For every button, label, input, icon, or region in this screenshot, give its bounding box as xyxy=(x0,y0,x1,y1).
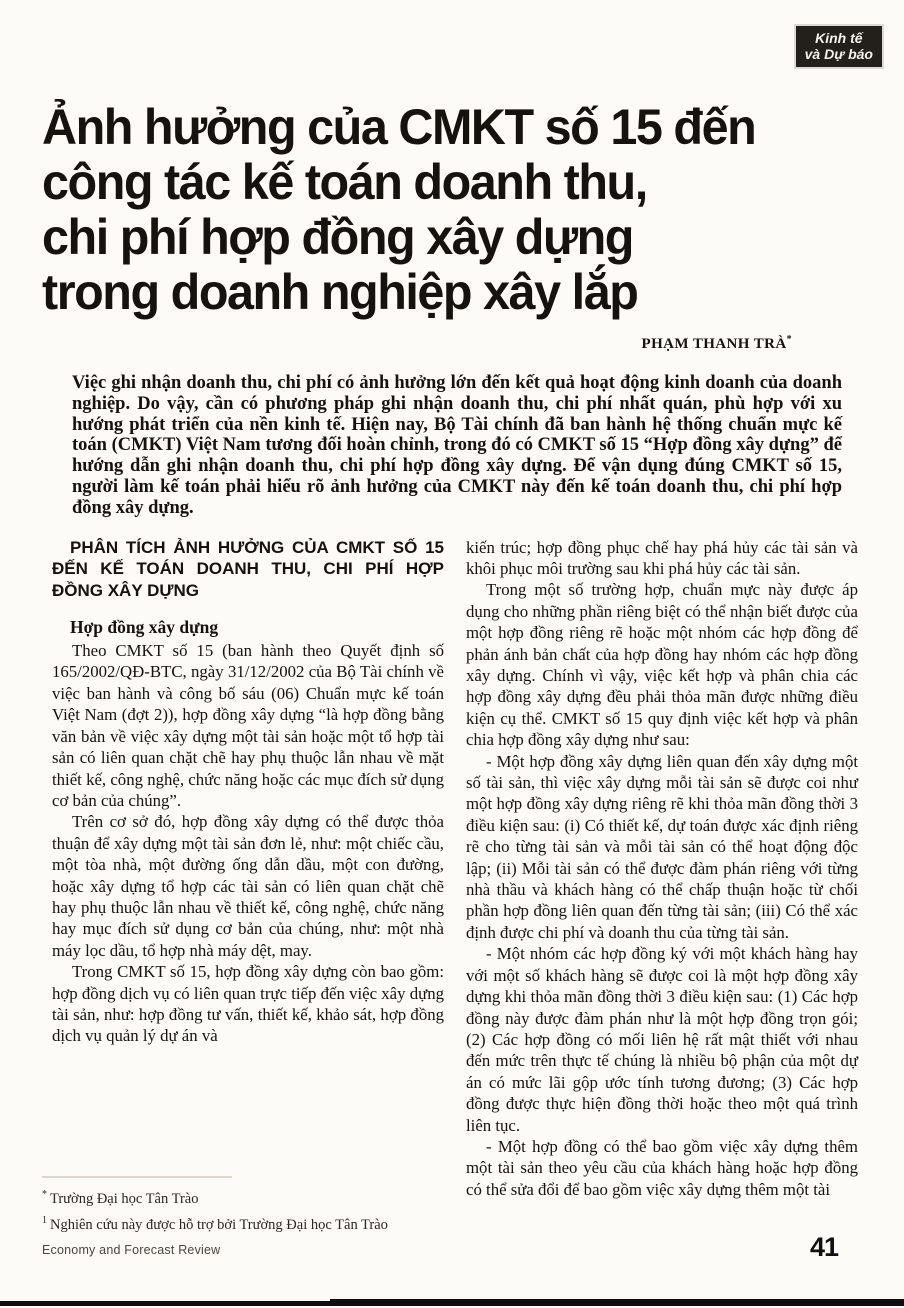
title-line-2: công tác kế toán doanh thu, xyxy=(42,154,647,210)
author-name: PHẠM THANH TRÀ xyxy=(641,336,787,352)
journal-masthead-badge xyxy=(796,26,882,67)
right-column xyxy=(466,537,858,1201)
title-line-3: chi phí hợp đồng xây dựng xyxy=(42,209,633,265)
title-line-4: trong doanh nghiệp xây lắp xyxy=(42,264,638,320)
scan-artifact-bar-thick xyxy=(330,1299,904,1306)
footnotes xyxy=(42,1176,562,1236)
body-paragraph: Theo CMKT số 15 (ban hành theo Quyết định số 165/2002/QĐ-BTC, ngày 31/12/2002 của Bộ Tài chính về việc ban hành và công bố sáu (06) Chuẩn mực kế toán Việt Nam (đợt 2)), hợp đồng xây dựng “là hợp đồng bằng văn bản về việc xây dựng một tài sản hoặc một tổ hợp tài sản có liên quan chặt chẽ hay phụ thuộc lẫn nhau về mặt thiết kế, công nghệ, chức năng hoặc các mục đích sử dụng cơ bản của chúng”. xyxy=(52,641,444,810)
body-paragraph: Trong CMKT số 15, hợp đồng xây dựng còn bao gồm: hợp đồng dịch vụ có liên quan trực tiếp đến việc xây dựng tài sản, như: hợp đồng tư vấn, thiết kế, khảo sát, hợp đồng dịch vụ quản lý dự án và xyxy=(52,962,444,1046)
body-paragraph: - Một hợp đồng xây dựng liên quan đến xây dựng một số tài sản, thì việc xây dựng mỗi tài sản sẽ được coi như một hợp đồng xây dựng riêng rẽ khi thỏa mãn đồng thời 3 điều kiện sau: (i) Có thiết kế, dự toán được xác định riêng rẽ cho từng tài sản và mỗi tài sản có thể hoạt động độc lập; (ii) Mỗi tài sản có thể được đàm phán riêng với từng nhà thầu và khách hàng có thể chấp thuận hoặc từ chối phần hợp đồng liên quan đến từng tài sản; (iii) Có thể xác định được chi phí và doanh thu của từng tài sản. xyxy=(466,751,858,942)
body-paragraph: - Một nhóm các hợp đồng ký với một khách hàng hay với một số khách hàng sẽ được coi là một hợp đồng xây dựng khi thỏa mãn đồng thời 3 điều kiện sau: (1) Các hợp đồng này được đàm phán như là một hợp đồng trọn gói; (2) Các hợp đồng có mối liên hệ rất mật thiết với nhau đến mức trên thực tế chúng là nhiều bộ phận của một dự án có mức lãi gộp ước tính tương đương; (3) Các hợp đồng được thực hiện đồng thời hoặc theo một quá trình liên tục. xyxy=(466,944,858,1135)
footer-journal-name: Economy and Forecast Review xyxy=(42,1243,221,1257)
body-paragraph: Trên cơ sở đó, hợp đồng xây dựng có thể được thỏa thuận để xây dựng một tài sản đơn lẻ, như: một chiếc cầu, một tòa nhà, một đường ống dẫn dầu, một con đường, hoặc xây dựng tổ hợp các tài sản có liên quan chặt chẽ hay phụ thuộc lẫn nhau về thiết kế, công nghệ, chức năng hay mục đích sử dụng cơ bản của chúng, như: một nhà máy lọc dầu, tổ hợp nhà máy dệt, may. xyxy=(52,812,444,960)
body-paragraph: Trong một số trường hợp, chuẩn mực này được áp dụng cho những phần riêng biệt có thể nhận biết được của một hợp đồng riêng rẽ hoặc một nhóm các hợp đồng để phản ánh bản chất của hợp đồng hay nhóm các hợp đồng xây dựng. Chính vì vậy, việc kết hợp và phân chia các hợp đồng xây dựng đều phải thỏa mãn được những điều kiện cụ thể. CMKT số 15 quy định việc kết hợp và phân chia hợp đồng xây dựng như sau: xyxy=(466,580,858,750)
body-paragraph: kiến trúc; hợp đồng phục chế hay phá hủy các tài sản và khôi phục môi trường sau khi phá hủy các tài sản. xyxy=(466,537,858,578)
author-footnote-mark: * xyxy=(786,334,792,345)
body-paragraph: - Một hợp đồng có thể bao gồm việc xây dựng thêm một tài sản theo yêu cầu của khách hàng hoặc hợp đồng có thể sửa đổi để bao gồm việc xây dựng thêm một tài xyxy=(466,1136,858,1199)
footnote-text: Trường Đại học Tân Trào xyxy=(50,1190,199,1207)
footnote-marker: 1 xyxy=(42,1214,47,1226)
footnote-affiliation xyxy=(42,1184,562,1210)
subsection-heading: Hợp đồng xây dựng xyxy=(70,617,219,638)
badge-line1: Kinh tế xyxy=(815,30,863,46)
footnote-funding xyxy=(42,1210,562,1236)
article-body xyxy=(52,537,858,1201)
title-line-1: Ảnh hưởng của CMKT số 15 đến xyxy=(42,99,756,155)
article-title xyxy=(42,100,839,320)
section-heading: PHÂN TÍCH ẢNH HƯỞNG CỦA CMKT SỐ 15 ĐẾN KẾ TOÁN DOANH THU, CHI PHÍ HỢP ĐỒNG XÂY DỰNG xyxy=(52,537,444,600)
footnote-marker: * xyxy=(42,1189,47,1200)
badge-line2: và Dự báo xyxy=(804,46,873,62)
left-column xyxy=(52,537,444,1201)
footnote-divider xyxy=(42,1176,232,1178)
footer-page-number: 41 xyxy=(809,1232,838,1262)
footnote-text: Nghiên cứu này được hỗ trợ bởi Trường Đại học Tân Trào xyxy=(50,1216,388,1233)
author-line xyxy=(0,334,792,353)
abstract: Việc ghi nhận doanh thu, chi phí có ảnh hưởng lớn đến kết quả hoạt động kinh doanh của doanh nghiệp. Do vậy, cần có phương pháp ghi nhận doanh thu, chi phí nhất quán, phù hợp với xu hướng phát triển của nền kinh tế. Hiện nay, Bộ Tài chính đã ban hành hệ thống chuẩn mực kế toán (CMKT) Việt Nam tương đối hoàn chỉnh, trong đó có CMKT số 15 “Hợp đồng xây dựng” để hướng dẫn ghi nhận doanh thu, chi phí hợp đồng xây dựng. Để vận dụng đúng CMKT số 15, người làm kế toán phải hiểu rõ ảnh hưởng của CMKT này đến kế toán doanh thu, chi phí hợp đồng xây dựng. xyxy=(72,373,842,518)
